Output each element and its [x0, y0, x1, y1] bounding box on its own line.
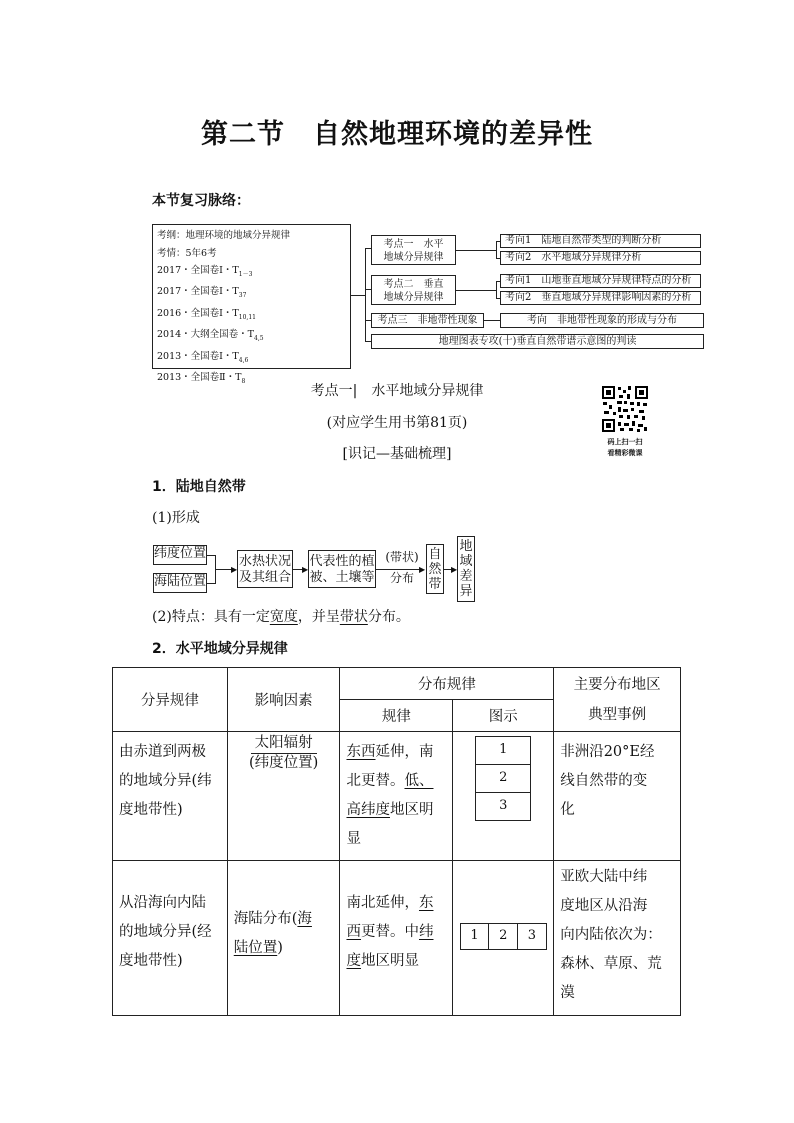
- flow-sea-land: 海陆位置: [153, 573, 207, 593]
- header-region: 主要分布地区 典型事例: [554, 668, 681, 732]
- exam-info-line: 2016・全国卷Ⅰ・$T_{10,11}$: [157, 307, 256, 321]
- qr-code-icon[interactable]: [601, 385, 649, 433]
- zone-cell: 3: [527, 928, 537, 943]
- row2-example: 亚欧大陆中纬 度地区从沿海 向内陆依次为： 森林、草原、荒 漠: [554, 861, 681, 1016]
- row1-diagram: [453, 732, 554, 861]
- row1-rule: 由赤道到两极 的地域分异(纬 度地带性): [113, 732, 228, 861]
- table-row: [113, 732, 681, 861]
- exam-info-line: 2017・全国卷Ⅰ・$T_{37}$: [157, 286, 247, 300]
- direction-box: 考向 非地带性现象的形成与分布: [500, 313, 704, 328]
- item1-heading: 1．陆地自然带: [152, 479, 246, 495]
- exam-info-line: 考情：5年6考: [157, 247, 217, 259]
- exam-info-line: 2017・全国卷Ⅰ・$T_{1-3}$: [157, 265, 253, 278]
- flow-natural-zone: 自 然 带: [426, 544, 444, 594]
- direction-box: 考向1 陆地自然带类型的判断分析: [500, 234, 701, 248]
- zonation-table: [112, 667, 681, 1016]
- exam-info-line: 2013・全国卷Ⅱ・$T_8$: [157, 371, 246, 385]
- header-pattern: 规律: [340, 700, 453, 732]
- item1-formation-label: (1)形成: [152, 510, 200, 526]
- exam-info-line: 2013・全国卷Ⅰ・$T_{4,6}$: [157, 350, 249, 364]
- flow-hydrothermal: 水热状况 及其组合: [237, 550, 293, 588]
- kaodian-3-box: 考点三 非地带性现象: [371, 313, 484, 328]
- row2-factor: 海陆分布(海 陆位置): [227, 861, 340, 1016]
- exam-info-line: 考纲：地理环境的地域分异规律: [157, 230, 291, 241]
- page-title: [0, 112, 794, 151]
- row2-rule: 从沿海向内陆 的地域分异(经 度地带性): [113, 861, 228, 1016]
- zone-cell: 1: [461, 924, 490, 949]
- section-reference: (对应学生用书第81页): [326, 415, 468, 431]
- qr-caption: 码上扫一扫 看精彩微课: [607, 437, 643, 457]
- header-rule: 分异规律: [113, 668, 228, 732]
- row1-pattern: 东西延伸，南 北更替。低、 高纬度地区明 显: [340, 732, 453, 861]
- item1-feature-text: (2)特点：具有一定宽度，并呈带状分布。: [152, 609, 410, 625]
- flow-latitude: 纬度位置: [153, 545, 207, 565]
- direction-box: 考向2 水平地域分异规律分析: [500, 251, 701, 265]
- section-heading: 考点一| 水平地域分异规律: [310, 383, 484, 399]
- flow-arrow-label-bottom: 分布: [389, 571, 414, 585]
- section-tag: [识记—基础梳理]: [342, 446, 452, 462]
- zone-cell: 3: [499, 798, 508, 813]
- row2-pattern: 南北延伸，东 西更替。中纬 度地区明显: [340, 861, 453, 1016]
- title-section-number: 第二节: [201, 119, 285, 150]
- flow-regional-difference: 地 域 差 异: [457, 536, 475, 602]
- header-distribution: 分布规律: [340, 668, 554, 700]
- zone-cell: 2: [476, 765, 530, 793]
- flow-vegetation-soil: 代表性的植 被、土壤等: [308, 550, 376, 588]
- review-label: 本节复习脉络：: [152, 193, 250, 209]
- kaodian-2-box: 考点二 垂直 地域分异规律: [371, 275, 456, 305]
- exam-info-box: [152, 224, 351, 385]
- title-text: 自然地理环境的差异性: [313, 119, 593, 150]
- kaodian-1-box: 考点一 水平 地域分异规律: [371, 235, 456, 265]
- flow-arrow-label-top: (带状): [385, 550, 419, 564]
- item2-heading: 2．水平地域分异规律: [152, 641, 288, 657]
- zone-cell: 1: [476, 737, 530, 765]
- direction-box: 考向1 山地垂直地域分异规律特点的分析: [500, 274, 701, 288]
- row1-example: 非洲沿20°E经 线自然带的变 化: [554, 732, 681, 861]
- exam-info-line: 2014・大纲全国卷・$T_{4,5}$: [157, 329, 264, 343]
- zone-cell: 2: [489, 924, 518, 949]
- row1-factor: 太阳辐射 (纬度位置): [227, 732, 340, 861]
- row2-diagram: [453, 861, 554, 1016]
- special-topic-box: 地理图表专攻(十)垂直自然带谱示意图的判读: [371, 334, 704, 349]
- direction-box: 考向2 垂直地域分异规律影响因素的分析: [500, 291, 701, 305]
- header-diagram: 图示: [453, 700, 554, 732]
- header-factor: 影响因素: [227, 668, 340, 732]
- table-row: [113, 861, 681, 1016]
